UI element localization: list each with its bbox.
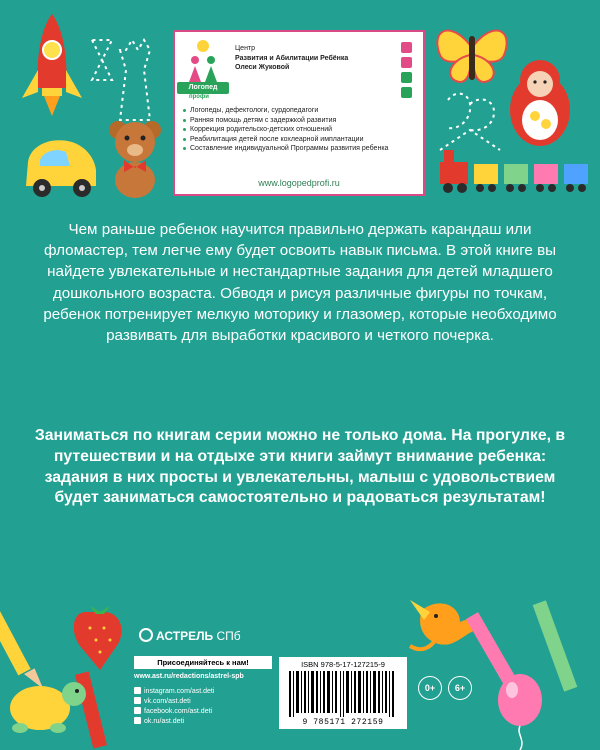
car-illustration <box>26 140 96 197</box>
yellow-pencil-illustration <box>0 611 45 694</box>
heart-icon <box>401 87 412 98</box>
dotted-flower-shape <box>448 94 494 131</box>
teddy-bear-illustration <box>109 121 161 198</box>
barcode-bars <box>289 671 397 717</box>
logo-caption-2: профи <box>189 94 209 100</box>
center-label: Центр <box>235 45 256 52</box>
publisher-city: СПб <box>216 629 241 643</box>
publisher-website-link[interactable]: www.ast.ru/redactions/astrel-spb <box>134 673 244 680</box>
publisher-logo-icon <box>139 628 153 642</box>
social-vk[interactable] <box>134 697 191 706</box>
butterfly-illustration <box>437 31 506 82</box>
dotted-line-shape <box>440 130 500 150</box>
social-link-text: facebook.com/ast.deti <box>144 708 213 715</box>
rocket-illustration <box>22 14 82 116</box>
barcode <box>279 657 407 729</box>
list-item: Логопеды, дефектологи, сурдопедагоги <box>183 106 415 116</box>
dotted-trace-shape <box>92 40 112 80</box>
red-pencil-illustration <box>75 671 107 748</box>
instagram-icon <box>134 687 141 694</box>
partner-website-link[interactable]: www.logopedprofi.ru <box>258 178 340 188</box>
publisher-name: АСТРЕЛЬ <box>156 629 214 643</box>
series-paragraph: Заниматься по книгам серии можно не только дома. На прогулке, в путешествии и на отдыхе эти книги займут внимание ребенка: задания в них просты и увлекательны, малыш с удовольствием будет заниматься самостоятельно и радоваться результатам! <box>34 427 566 507</box>
train-illustration <box>440 150 588 193</box>
publisher-logo <box>139 628 241 643</box>
matryoshka-illustration <box>510 60 570 146</box>
strawberry-illustration <box>74 606 122 670</box>
social-facebook[interactable] <box>134 707 212 716</box>
social-link-text: vk.com/ast.deti <box>144 698 191 705</box>
social-instagram[interactable] <box>134 687 214 696</box>
center-subtitle: Развития и Абилитации Ребёнка <box>235 55 349 62</box>
social-ok[interactable] <box>134 717 184 726</box>
heart-icon <box>401 72 412 83</box>
heart-icon <box>401 42 412 53</box>
barcode-digits: 9 785171 272159 <box>302 718 384 727</box>
join-us-label: Присоединяйтесь к нам! <box>134 656 272 669</box>
list-item: Ранняя помощь детям с задержкой развития <box>183 116 415 126</box>
age-rating-badge: 0+ <box>418 676 442 700</box>
turtle-illustration <box>10 682 86 733</box>
dotted-tower-shape <box>120 40 150 120</box>
vk-icon <box>134 697 141 704</box>
description-paragraph: Чем раньше ребенок научится правильно держать карандаш или фломастер, тем легче ему будет освоить навык письма. В этой книге вы найдете увлекательные и нестандартные задания для детей младшего дошкольного возраста. Обводя и рисуя различные фигуры по точкам, ребенок потренирует мелкую моторику и глазомер, которые необходимо развивать для выработки красивого и четкого почерка. <box>43 221 557 345</box>
center-name: Олеси Жуковой <box>235 64 290 71</box>
list-item: Реабилитация детей после кохлеарной имплантации <box>183 135 415 145</box>
balloon-illustration <box>498 674 542 750</box>
partner-info-card <box>173 30 425 196</box>
green-pencil-illustration <box>533 600 578 691</box>
list-item: Составление индивидуальной Программы развития ребенка <box>183 144 415 154</box>
age-rating-badge: 6+ <box>448 676 472 700</box>
facebook-icon <box>134 707 141 714</box>
isbn-label: ISBN 978-5-17-127215-9 <box>301 660 385 669</box>
list-item: Коррекция родительско-детских отношений <box>183 125 415 135</box>
social-link-text: instagram.com/ast.deti <box>144 688 215 695</box>
services-list <box>183 106 415 154</box>
social-link-text: ok.ru/ast.deti <box>144 718 185 725</box>
heart-icon <box>401 57 412 68</box>
logo-caption: Логопед <box>177 82 229 94</box>
odnoklassniki-icon <box>134 717 141 724</box>
